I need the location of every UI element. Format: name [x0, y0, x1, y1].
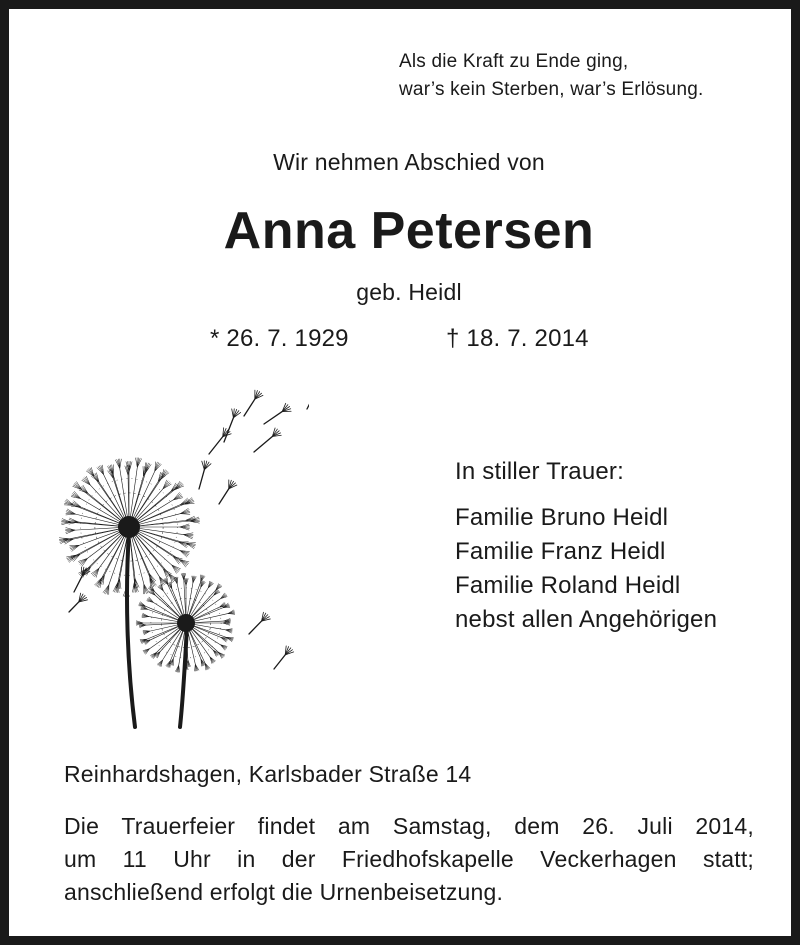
- mourners-list: [455, 501, 717, 637]
- funeral-details: [64, 810, 754, 909]
- dandelion-illustration: [49, 364, 309, 734]
- funeral-details-line-2: um 11 Uhr in der Friedhofskapelle Veckerhagen statt;: [64, 846, 754, 872]
- mourner-entry: Familie Roland Heidl: [455, 572, 681, 599]
- farewell-intro: Wir nehmen Abschied von: [273, 149, 545, 175]
- mourner-entry: Familie Bruno Heidl: [455, 504, 669, 531]
- deceased-name: Anna Petersen: [223, 202, 595, 260]
- mourners-address: Reinhardshagen, Karlsbader Straße 14: [64, 761, 472, 787]
- motto-line-2: war’s kein Sterben, war’s Erlösung.: [399, 79, 704, 100]
- funeral-details-line-1: Die Trauerfeier findet am Samstag, dem 26. Juli 2014,: [64, 813, 754, 839]
- mourner-entry: Familie Franz Heidl: [455, 538, 666, 565]
- dandelion-small-center: [177, 614, 195, 632]
- motto-verse: [399, 48, 703, 104]
- death-date: † 18. 7. 2014: [446, 325, 589, 352]
- funeral-details-line-3: anschließend erfolgt die Urnenbeisetzung.: [64, 879, 504, 905]
- mourner-entry: nebst allen Angehörigen: [455, 606, 718, 633]
- dandelion-large-center: [118, 516, 140, 538]
- motto-line-1: Als die Kraft zu Ende ging,: [399, 51, 629, 72]
- birth-date: * 26. 7. 1929: [210, 325, 349, 352]
- mourning-heading: In stiller Trauer:: [455, 458, 624, 485]
- maiden-name: geb. Heidl: [356, 279, 462, 305]
